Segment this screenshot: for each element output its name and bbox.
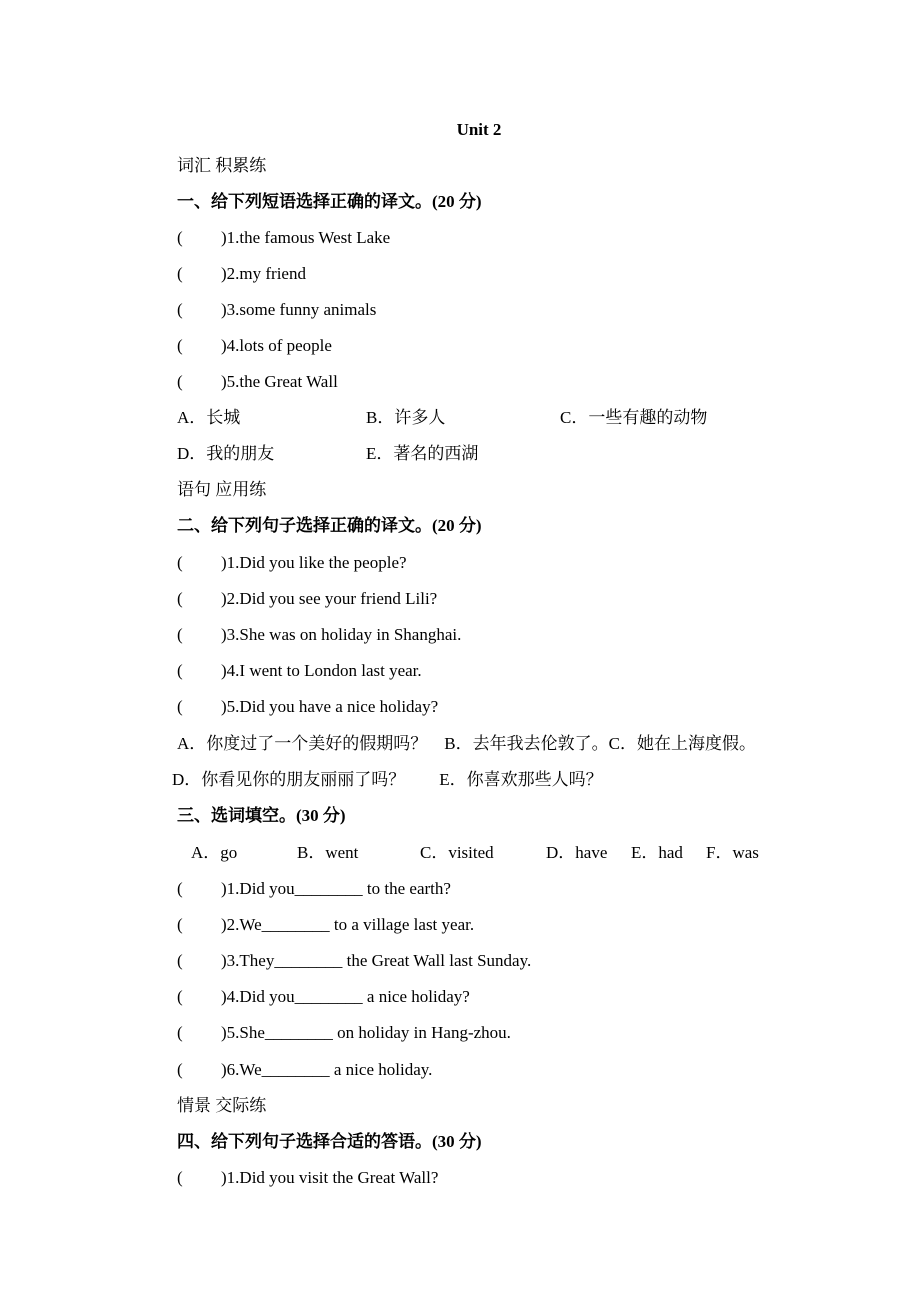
q2-item-5: ( )5.Did you have a nice holiday?: [177, 697, 439, 716]
q3-item-2: ( )2.We________ to a village last year.: [177, 915, 475, 934]
q1-option-d: D．我的朋友: [177, 444, 275, 463]
answer-blank: (: [177, 336, 183, 355]
answer-blank: (: [177, 987, 183, 1006]
q2-options-line-1: A．你度过了一个美好的假期吗？ B．去年我去伦敦了。C．她在上海度假。: [177, 734, 756, 753]
q1-item-4: ( )4.lots of people: [177, 336, 332, 355]
answer-blank: (: [177, 264, 183, 283]
q1-item-5: ( )5.the Great Wall: [177, 372, 338, 391]
q1-item-1: ( )1.the famous West Lake: [177, 228, 391, 247]
answer-blank: (: [177, 697, 183, 716]
q1-option-c: C．一些有趣的动物: [560, 408, 708, 427]
answer-blank: (: [177, 228, 183, 247]
q1-option-e: E．著名的西湖: [366, 444, 479, 463]
q2-item-1: ( )1.Did you like the people?: [177, 553, 407, 572]
q2-options-line-2: D．你看见你的朋友丽丽了吗？ E．你喜欢那些人吗？: [172, 770, 603, 789]
q3-item-3: ( )3.They________ the Great Wall last Sunday.: [177, 951, 532, 970]
q3-choice-a: A．go: [191, 843, 238, 862]
q4-item-1: ( )1.Did you visit the Great Wall?: [177, 1168, 439, 1187]
q3-item-5: ( )5.She________ on holiday in Hang-zhou.: [177, 1023, 511, 1042]
answer-blank: (: [177, 300, 183, 319]
q2-item-2: ( )2.Did you see your friend Lili?: [177, 589, 438, 608]
q3-choice-c: C．visited: [420, 843, 494, 862]
answer-blank: (: [177, 553, 183, 572]
answer-blank: (: [177, 625, 183, 644]
answer-blank: (: [177, 915, 183, 934]
answer-blank: (: [177, 589, 183, 608]
q2-item-4: ( )4.I went to London last year.: [177, 661, 422, 680]
q1-options-row-1: [177, 407, 877, 429]
q1-heading: 一、给下列短语选择正确的译文。(20 分): [177, 192, 482, 211]
q1-item-3: ( )3.some funny animals: [177, 300, 377, 319]
answer-blank: (: [177, 661, 183, 680]
q3-item-6: ( )6.We________ a nice holiday.: [177, 1060, 433, 1079]
section-label-sentence: 语句 应用练: [177, 480, 267, 499]
q1-option-b: B．许多人: [366, 408, 446, 427]
answer-blank: (: [177, 1168, 183, 1187]
q1-options-row-2: [177, 443, 877, 465]
answer-blank: (: [177, 372, 183, 391]
q3-choice-d: D．have: [546, 843, 608, 862]
answer-blank: (: [177, 951, 183, 970]
page-title: Unit 2: [456, 120, 502, 139]
q3-item-1: ( )1.Did you________ to the earth?: [177, 879, 451, 898]
q3-item-4: ( )4.Did you________ a nice holiday?: [177, 987, 470, 1006]
section-label-situation: 情景 交际练: [177, 1096, 267, 1115]
q3-word-bank: [177, 842, 877, 864]
answer-blank: (: [177, 1023, 183, 1042]
q2-heading: 二、给下列句子选择正确的译文。(20 分): [177, 516, 482, 535]
q4-heading: 四、给下列句子选择合适的答语。(30 分): [177, 1132, 482, 1151]
answer-blank: (: [177, 879, 183, 898]
q1-option-a: A．长城: [177, 408, 241, 427]
q1-item-2: ( )2.my friend: [177, 264, 306, 283]
q2-item-3: ( )3.She was on holiday in Shanghai.: [177, 625, 462, 644]
section-label-vocab: 词汇 积累练: [177, 156, 267, 175]
q3-choice-e: E．had: [631, 843, 683, 862]
q3-choice-b: B．went: [297, 843, 359, 862]
q3-choice-f: F．was: [706, 843, 759, 862]
answer-blank: (: [177, 1060, 183, 1079]
q3-heading: 三、选词填空。(30 分): [177, 806, 346, 825]
